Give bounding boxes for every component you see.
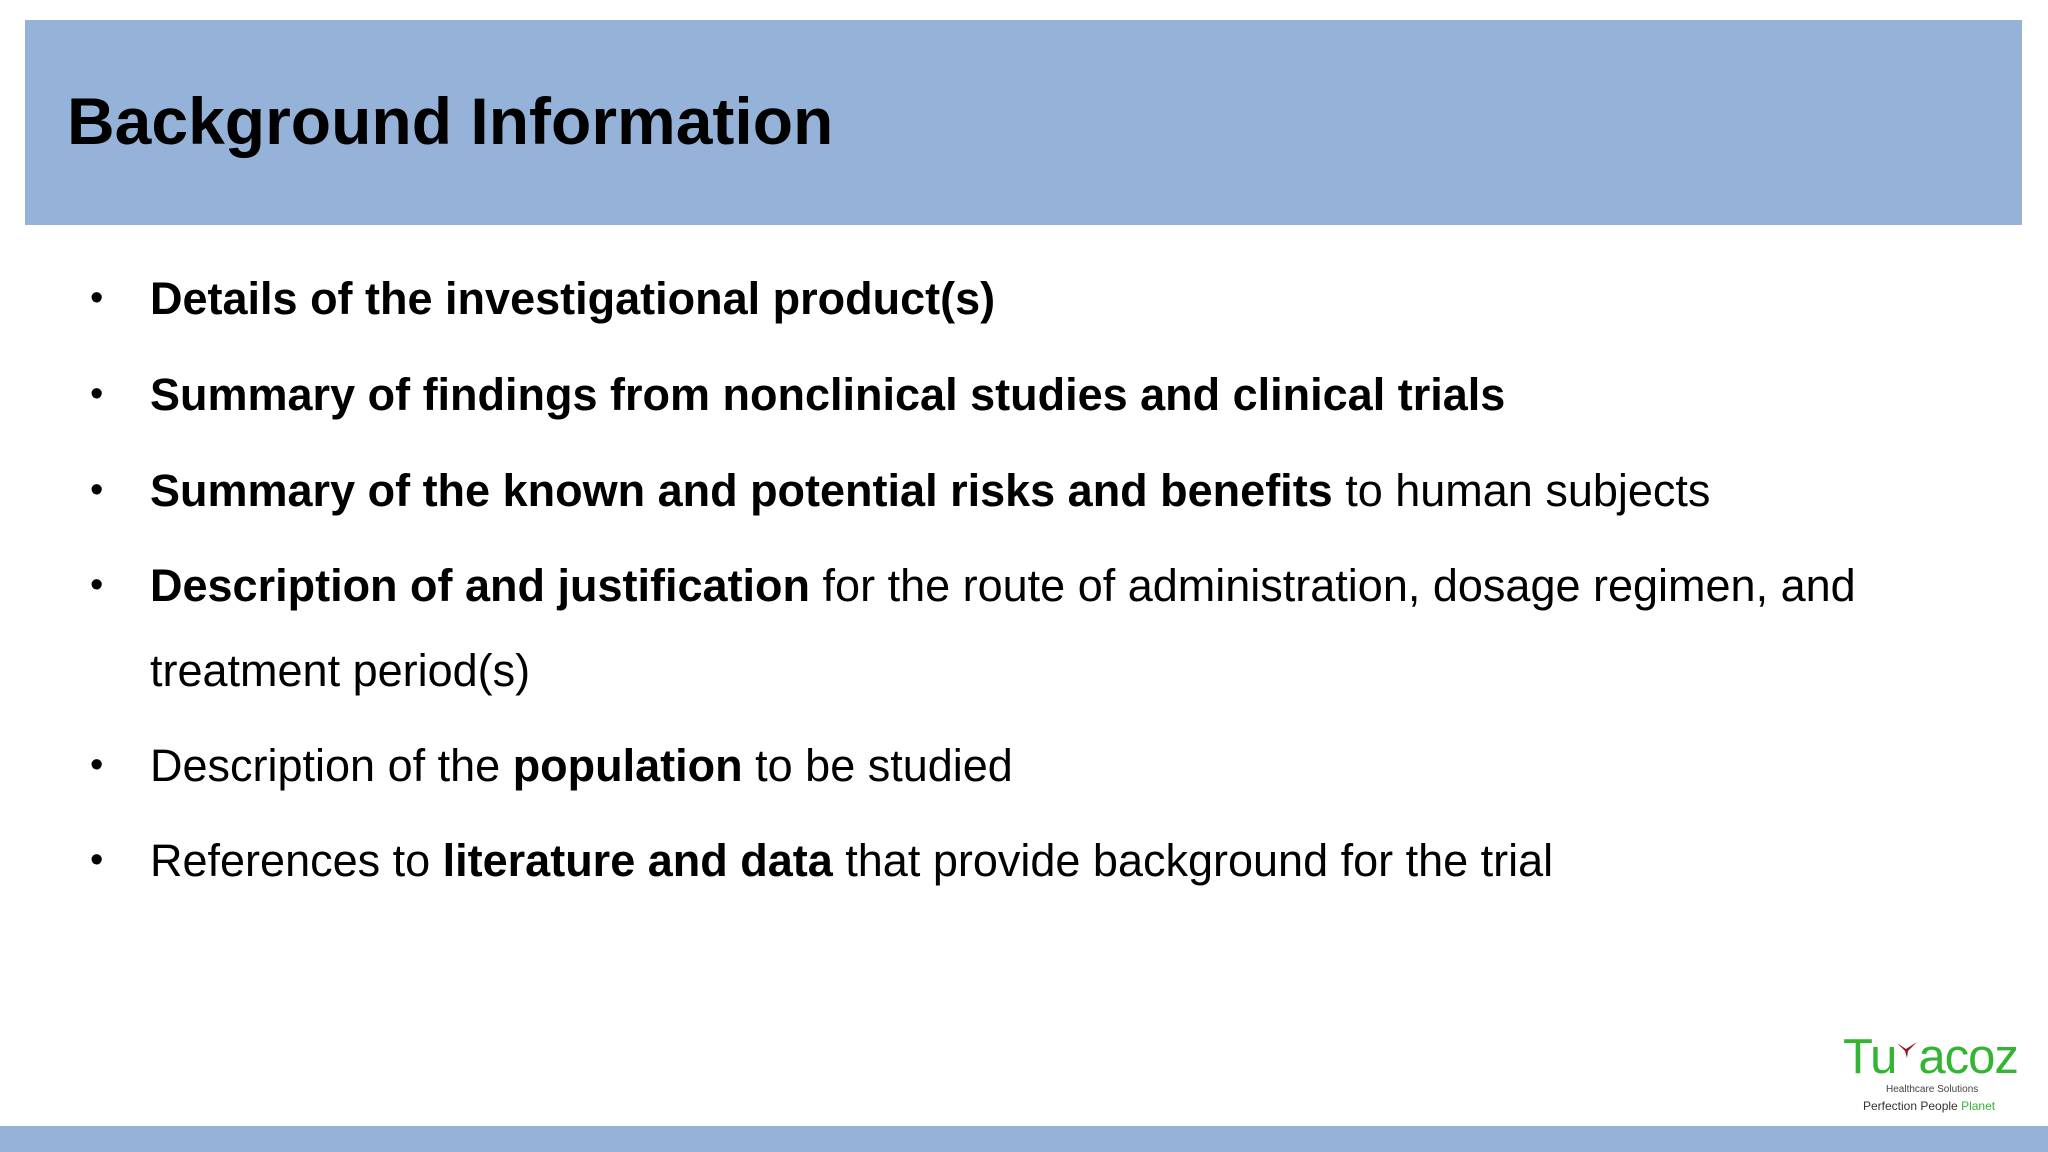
footer-band [0,1126,2048,1152]
bullet-text [150,352,1950,437]
bullet-text-bold: Summary of findings from nonclinical studies and clinical trials [150,369,1506,420]
bullet-text-bold: Summary of the known and potential risks and benefits [150,465,1333,516]
bullet-marker: • [90,564,104,606]
bullet-text-regular: References to [150,835,443,886]
company-logo [1838,1030,2028,1115]
bullet-marker: • [90,277,104,319]
bullet-text-regular: that provide background for the trial [832,835,1554,886]
logo-wordmark [1843,1030,2018,1084]
bullet-text [150,723,1950,808]
logo-subtitle: Healthcare Solutions [1886,1084,1979,1095]
bullet-marker: • [90,839,104,881]
bullet-text [150,818,1950,903]
bullet-text-bold: Description of and justification [150,560,811,611]
bullet-marker: • [90,469,104,511]
bird-icon [1896,1041,1918,1059]
bullet-text [150,543,1980,713]
bullet-text-bold: literature and data [442,835,833,886]
logo-word-end: acoz [1918,1030,2018,1084]
bullet-text-regular: for the route of administration, dosage regimen, and treatment period(s) [150,560,1856,696]
logo-word-start: Tu [1843,1030,1897,1084]
bullet-marker: • [90,744,104,786]
slide-title: Background Information [67,84,834,158]
logo-tagline-text: Perfection People [1863,1099,1962,1113]
bullet-marker: • [90,373,104,415]
bullet-text [150,448,1950,533]
bullet-text-regular: to be studied [742,740,1013,791]
title-band [25,20,2022,225]
bullet-text-regular: Description of the [150,740,513,791]
bullet-text-regular: to human subjects [1332,465,1711,516]
logo-tagline-green: Planet [1961,1099,1996,1113]
bullet-text-bold: population [512,740,743,791]
bullet-text [150,256,1950,341]
bullet-text-bold: Details of the investigational product(s) [150,273,996,324]
logo-tagline [1863,1099,1995,1113]
